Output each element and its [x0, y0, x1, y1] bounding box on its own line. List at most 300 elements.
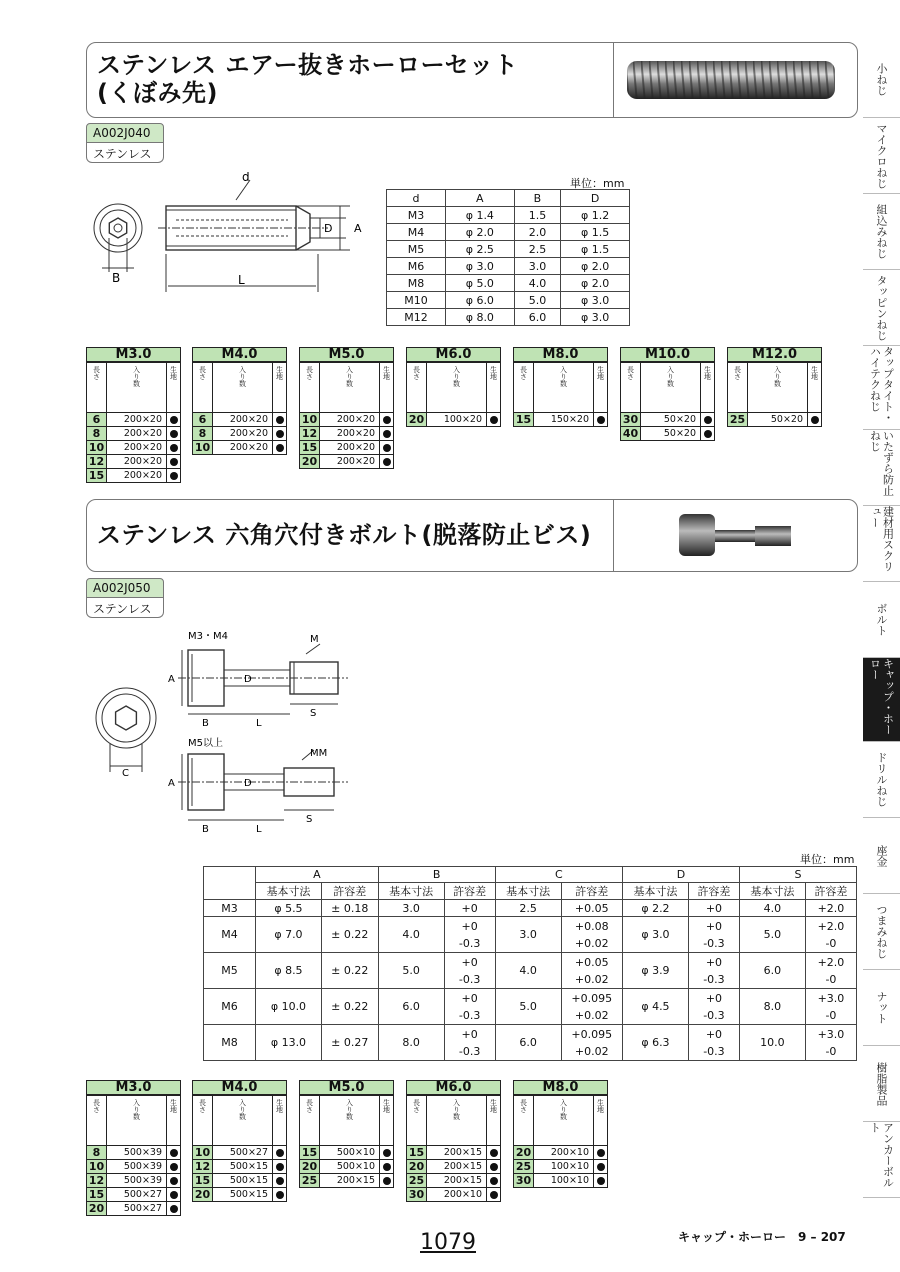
stock-material-dot — [594, 413, 607, 426]
dim2-cell-lower: -0.3 — [458, 936, 481, 950]
stock-size-header: M10.0 — [620, 347, 715, 363]
sidebar-tab-label: ドリルねじ — [875, 752, 888, 807]
dim-cell: 6.0 — [514, 309, 561, 326]
sidebar-tab[interactable] — [863, 1122, 900, 1198]
stock-row — [620, 427, 715, 441]
dim-cell: φ 8.0 — [445, 309, 514, 326]
dim2-row — [204, 917, 857, 953]
dim2-cell-lower: -0.3 — [703, 1044, 725, 1058]
dim2-cell-value: 4.0 — [763, 901, 782, 915]
dim2-cell — [378, 989, 444, 1025]
dim2-cell-value: 8.0 — [402, 1036, 420, 1049]
dim2-row — [204, 900, 857, 917]
dim-cell: M5 — [387, 241, 446, 258]
stock-column-headers — [299, 363, 394, 413]
stock-length: 10 — [193, 441, 213, 454]
sidebar-tab-label: 座金 — [875, 844, 888, 867]
stock-quantity: 500×15 — [213, 1174, 273, 1187]
stock-material-dot — [701, 413, 714, 426]
dim2-cell — [688, 917, 739, 953]
stock-col-len: 長さ — [193, 363, 213, 412]
stock-col-qty: 入り数 — [641, 363, 701, 412]
sidebar-tab[interactable] — [863, 118, 900, 194]
stock-table — [299, 1080, 394, 1188]
stock-size-header: M3.0 — [86, 1080, 181, 1096]
material-dot-icon — [170, 1177, 178, 1185]
sidebar-tab[interactable] — [863, 1046, 900, 1122]
stock-material-dot — [701, 427, 714, 440]
stock-column-headers — [192, 1096, 287, 1146]
dim2-cell — [561, 1025, 622, 1061]
stock-material-dot — [167, 1160, 180, 1173]
dim2-cell — [623, 989, 689, 1025]
material-dot-icon — [704, 416, 712, 424]
material-dot-icon — [490, 1177, 498, 1185]
dim2-sub-header: 許容差 — [321, 883, 378, 900]
stock-quantity: 200×20 — [320, 441, 380, 454]
dim2-sub-header: 基本寸法 — [256, 883, 322, 900]
stock-length: 40 — [621, 427, 641, 440]
label-d: d — [242, 172, 250, 184]
dim2-cell-lower: +0.02 — [574, 972, 609, 986]
stock-col-len: 長さ — [193, 1096, 213, 1145]
dim2-size: M5 — [204, 953, 256, 989]
section2-title-box — [86, 499, 858, 572]
material-dot-icon — [276, 1163, 284, 1171]
dim2-cell — [688, 953, 739, 989]
dim2-sub-header: 許容差 — [561, 883, 622, 900]
sidebar-tab[interactable] — [863, 346, 900, 430]
stock-material-dot — [380, 1146, 393, 1159]
dim2-cell-value: 3.0 — [519, 928, 537, 941]
dim2-sub-header: 許容差 — [444, 883, 495, 900]
stock-row — [727, 413, 822, 427]
dim2-cell-value: +0 — [461, 1027, 478, 1041]
stock-row — [620, 413, 715, 427]
dim2-cell — [378, 900, 444, 917]
sidebar-tab-label: つまみねじ — [875, 904, 888, 959]
material-dot-icon — [383, 1163, 391, 1171]
dim2-cell-lower: +0.02 — [574, 936, 609, 950]
dim2-cell — [321, 953, 378, 989]
dim2-cell-value: φ 7.0 — [274, 928, 303, 941]
sidebar-tab-label: タッピンねじ — [875, 274, 888, 341]
stock-col-qty: 入り数 — [320, 1096, 380, 1145]
dim2-size: M8 — [204, 1025, 256, 1061]
stock-col-len: 長さ — [300, 1096, 320, 1145]
stock-column-headers — [86, 1096, 181, 1146]
dim2-cell-lower: -0.3 — [703, 1008, 725, 1022]
stock-row — [513, 1146, 608, 1160]
dim2-group-header: B — [378, 867, 495, 883]
stock-table — [620, 347, 715, 441]
material-dot-icon — [704, 430, 712, 438]
material-dot-icon — [383, 416, 391, 424]
dim2-cell-value: +0 — [705, 955, 723, 969]
sidebar-tab[interactable] — [863, 582, 900, 658]
sidebar-tab-label: 樹脂製品 — [875, 1061, 888, 1106]
stock-quantity: 200×20 — [320, 455, 380, 468]
stock-material-dot — [167, 1202, 180, 1215]
dim-cell: 4.0 — [514, 275, 561, 292]
stock-column-headers — [406, 1096, 501, 1146]
stock-table — [406, 1080, 501, 1202]
dim2-sub-header: 基本寸法 — [378, 883, 444, 900]
label-l1: L — [256, 718, 262, 729]
dim2-cell-value: ± 0.22 — [331, 964, 369, 977]
stock-table — [727, 347, 822, 427]
stock-length: 20 — [300, 1160, 320, 1173]
sidebar-tab-label: いたずら防止ねじ — [868, 430, 895, 496]
dim2-cell — [256, 989, 322, 1025]
section2-code: A002J050 — [86, 578, 164, 598]
captive-bolt-dimension-table — [203, 866, 857, 1061]
stock-quantity: 200×20 — [213, 413, 273, 426]
stock-col-mat: 生地 — [489, 1099, 498, 1113]
dim2-cell-lower: -0.3 — [458, 1008, 481, 1022]
stock-length: 8 — [87, 427, 107, 440]
dim2-cell — [256, 900, 322, 917]
section1-title-line2: (くぼみ先) — [97, 79, 218, 107]
section1-title-box — [86, 42, 858, 118]
dim2-cell-value: +0 — [705, 1027, 723, 1041]
stock-col-len: 長さ — [514, 1096, 534, 1145]
label-a2: A — [168, 778, 175, 789]
stock-row — [513, 1174, 608, 1188]
dim2-cell-value: φ 6.3 — [641, 1036, 670, 1049]
stock-table — [192, 347, 287, 455]
dim2-cell-value: 6.0 — [402, 1000, 420, 1013]
stock-row — [192, 427, 287, 441]
stock-material-dot — [487, 413, 500, 426]
dim2-cell-value: +0 — [461, 955, 478, 969]
stock-row — [513, 1160, 608, 1174]
page-number: 1079 — [420, 1230, 476, 1255]
stock-col-mat: 生地 — [596, 1099, 605, 1113]
stock-quantity: 50×20 — [641, 427, 701, 440]
dim2-cell — [561, 989, 622, 1025]
dim2-cell — [561, 917, 622, 953]
dim2-cell — [561, 953, 622, 989]
dim2-cell-value: φ 5.5 — [274, 901, 303, 915]
dim-cell: M12 — [387, 309, 446, 326]
stock-material-dot — [380, 413, 393, 426]
stock-col-mat: 生地 — [275, 1099, 284, 1113]
stock-table — [513, 1080, 608, 1188]
material-dot-icon — [811, 416, 819, 424]
stock-quantity: 50×20 — [641, 413, 701, 426]
dim2-cell-value: +0 — [705, 919, 723, 933]
dim2-cell — [321, 1025, 378, 1061]
stock-length: 6 — [87, 413, 107, 426]
stock-quantity: 500×15 — [213, 1160, 273, 1173]
sidebar-tab-label: キャップ・ホーロー — [868, 658, 895, 735]
stock-quantity: 200×10 — [534, 1146, 594, 1159]
dim2-cell — [688, 900, 739, 917]
dim2-cell — [623, 953, 689, 989]
stock-quantity: 150×20 — [534, 413, 594, 426]
dim2-cell-lower: +0.02 — [574, 1008, 609, 1022]
stock-col-mat: 生地 — [382, 366, 391, 380]
stock-material-dot — [380, 1174, 393, 1187]
dim2-cell — [739, 953, 805, 989]
stock-material-dot — [167, 427, 180, 440]
stock-col-len: 長さ — [621, 363, 641, 412]
dim2-cell — [495, 900, 561, 917]
stock-col-len: 長さ — [407, 363, 427, 412]
dim-cell: φ 5.0 — [445, 275, 514, 292]
dim2-cell-lower: -0.3 — [703, 936, 725, 950]
dim2-cell — [623, 1025, 689, 1061]
dim-header-cell: d — [387, 190, 446, 207]
dim2-cell — [321, 900, 378, 917]
stock-material-dot — [594, 1160, 607, 1173]
stock-quantity: 500×15 — [213, 1188, 273, 1201]
dim2-cell-value: 8.0 — [763, 1000, 782, 1013]
stock-row — [406, 1188, 501, 1202]
dim2-cell-value: 10.0 — [760, 1036, 785, 1049]
dim2-size: M3 — [204, 900, 256, 917]
dim-header-cell: B — [514, 190, 561, 207]
stock-table — [299, 347, 394, 469]
stock-length: 25 — [407, 1174, 427, 1187]
dim2-cell-value: +0.095 — [571, 1027, 613, 1041]
sidebar-tab[interactable] — [863, 742, 900, 818]
stock-length: 30 — [621, 413, 641, 426]
dim2-cell — [444, 917, 495, 953]
dim2-cell-value: 4.0 — [519, 964, 537, 977]
sidebar-tab[interactable] — [863, 430, 900, 506]
stock-col-qty: 入り数 — [107, 363, 167, 412]
dim-cell: M6 — [387, 258, 446, 275]
stock-length: 20 — [407, 1160, 427, 1173]
sidebar-tab[interactable] — [863, 970, 900, 1046]
material-dot-icon — [276, 1191, 284, 1199]
stock-col-qty: 入り数 — [427, 363, 487, 412]
stock-quantity: 500×27 — [107, 1202, 167, 1215]
material-dot-icon — [383, 444, 391, 452]
label-c: C — [122, 768, 129, 779]
dim2-cell — [495, 989, 561, 1025]
stock-row — [299, 427, 394, 441]
material-dot-icon — [170, 1205, 178, 1213]
stock-col-len: 長さ — [728, 363, 748, 412]
material-dot-icon — [170, 472, 178, 480]
stock-quantity: 500×27 — [213, 1146, 273, 1159]
label-s2: S — [306, 814, 313, 825]
stock-col-mat: 生地 — [703, 366, 712, 380]
dim-header-cell: D — [561, 190, 630, 207]
dim2-cell-value: +0.05 — [574, 901, 609, 915]
stock-quantity: 200×15 — [427, 1174, 487, 1187]
material-dot-icon — [276, 444, 284, 452]
dim2-cell-value: ± 0.27 — [331, 1036, 369, 1049]
sidebar-tab[interactable] — [863, 42, 900, 118]
sidebar-tab[interactable] — [863, 894, 900, 970]
material-dot-icon — [597, 1149, 605, 1157]
stock-row — [299, 413, 394, 427]
dim2-cell-lower: -0.3 — [458, 972, 481, 986]
dim-cell: M10 — [387, 292, 446, 309]
stock-size-header: M6.0 — [406, 1080, 501, 1096]
sidebar-tab[interactable] — [863, 506, 900, 582]
dim-cell: φ 2.0 — [561, 275, 630, 292]
stock-size-header: M8.0 — [513, 1080, 608, 1096]
sidebar-tab[interactable] — [863, 658, 900, 742]
stock-col-mat: 生地 — [169, 366, 178, 380]
dim2-cell — [623, 917, 689, 953]
material-dot-icon — [490, 1163, 498, 1171]
stock-table — [192, 1080, 287, 1202]
label-l: L — [238, 273, 245, 287]
dim-cell: φ 2.0 — [445, 224, 514, 241]
stock-table — [86, 347, 181, 483]
stock-col-mat: 生地 — [596, 366, 605, 380]
stock-col-qty: 入り数 — [427, 1096, 487, 1145]
label-d1: D — [244, 674, 252, 685]
sidebar-tab-label: 小ねじ — [875, 63, 888, 96]
sidebar-tab[interactable] — [863, 194, 900, 270]
stock-row — [299, 441, 394, 455]
dim-row — [387, 207, 630, 224]
dim2-cell-value: +0 — [705, 901, 723, 915]
stock-length: 12 — [300, 427, 320, 440]
dim-cell: 2.5 — [514, 241, 561, 258]
dim-row — [387, 224, 630, 241]
dim2-cell-value: +0.05 — [574, 955, 609, 969]
dim-cell: 1.5 — [514, 207, 561, 224]
stock-size-header: M4.0 — [192, 347, 287, 363]
dim2-cell — [688, 1025, 739, 1061]
stock-quantity: 200×20 — [107, 413, 167, 426]
stock-row — [192, 441, 287, 455]
stock-material-dot — [273, 441, 286, 454]
stock-quantity: 100×10 — [534, 1174, 594, 1187]
stock-row — [86, 1188, 181, 1202]
stock-row — [86, 1174, 181, 1188]
category-sidebar — [863, 42, 900, 1198]
stock-table — [86, 1080, 181, 1216]
dim2-cell-value: φ 4.5 — [641, 1000, 670, 1013]
hollow-set-screw-photo — [625, 57, 841, 103]
section2-unit: 単位：mm — [800, 853, 855, 866]
sidebar-tab-label: ナット — [875, 991, 888, 1024]
dim2-cell-value: +2.0 — [817, 955, 845, 969]
stock-col-len: 長さ — [300, 363, 320, 412]
dim-cell: φ 1.5 — [561, 241, 630, 258]
material-dot-icon — [383, 458, 391, 466]
stock-length: 15 — [407, 1146, 427, 1159]
stock-column-headers — [513, 363, 608, 413]
dim-row — [387, 309, 630, 326]
stock-material-dot — [273, 1160, 286, 1173]
stock-length: 20 — [514, 1146, 534, 1159]
stock-material-dot — [167, 1188, 180, 1201]
dim2-cell — [805, 917, 856, 953]
sidebar-tab[interactable] — [863, 270, 900, 346]
dim2-cell-value: 2.5 — [519, 901, 537, 915]
stock-material-dot — [380, 427, 393, 440]
stock-material-dot — [380, 455, 393, 468]
dim2-cell-value: ± 0.22 — [331, 928, 369, 941]
dim2-cell-value: 6.0 — [763, 964, 782, 977]
stock-quantity: 500×39 — [107, 1160, 167, 1173]
dim2-cell — [495, 917, 561, 953]
stock-size-header: M6.0 — [406, 347, 501, 363]
stock-quantity: 100×10 — [534, 1160, 594, 1173]
stock-quantity: 500×10 — [320, 1146, 380, 1159]
stock-length: 10 — [193, 1146, 213, 1159]
stock-row — [192, 1160, 287, 1174]
footer-category: キャップ・ホーロー 9 – 207 — [678, 1230, 846, 1244]
stock-column-headers — [192, 363, 287, 413]
stock-col-mat: 生地 — [489, 366, 498, 380]
dim2-sub-header: 基本寸法 — [495, 883, 561, 900]
dim2-cell-lower: -0 — [825, 1008, 837, 1022]
stock-length: 20 — [87, 1202, 107, 1215]
stock-col-qty: 入り数 — [213, 363, 273, 412]
stock-length: 15 — [193, 1174, 213, 1187]
dim2-sub-header: 許容差 — [805, 883, 856, 900]
dim2-cell — [256, 1025, 322, 1061]
sidebar-tab-label: ボルト — [875, 603, 888, 636]
material-dot-icon — [597, 416, 605, 424]
stock-col-qty: 入り数 — [213, 1096, 273, 1145]
section1-unit: 単位：mm — [570, 177, 625, 190]
dim-cell: φ 3.0 — [445, 258, 514, 275]
set-screw-dimension-table — [386, 189, 630, 326]
material-dot-icon — [170, 416, 178, 424]
stock-quantity: 500×39 — [107, 1174, 167, 1187]
dim2-cell-value: +0 — [461, 919, 478, 933]
stock-row — [299, 1160, 394, 1174]
dim2-size: M6 — [204, 989, 256, 1025]
dim2-group-header: A — [256, 867, 379, 883]
sidebar-tab[interactable] — [863, 818, 900, 894]
dim-header-cell: A — [445, 190, 514, 207]
stock-material-dot — [487, 1174, 500, 1187]
dim2-cell-value: 6.0 — [519, 1036, 537, 1049]
dim2-cell — [444, 1025, 495, 1061]
stock-column-headers — [86, 363, 181, 413]
captive-bolt-drawing — [88, 626, 358, 836]
stock-row — [513, 413, 608, 427]
stock-material-dot — [808, 413, 821, 426]
stock-row — [299, 1174, 394, 1188]
stock-column-headers — [620, 363, 715, 413]
dim2-cell — [495, 1025, 561, 1061]
stock-length: 10 — [300, 413, 320, 426]
dim2-cell-lower: +0.02 — [574, 1044, 609, 1058]
stock-quantity: 500×27 — [107, 1188, 167, 1201]
stock-row — [192, 413, 287, 427]
dim2-cell — [444, 953, 495, 989]
label-a1: A — [168, 674, 175, 685]
sidebar-tab-label: 組込みねじ — [875, 204, 888, 259]
dim2-cell — [739, 989, 805, 1025]
stock-table — [406, 347, 501, 427]
section1-code: A002J040 — [86, 123, 164, 143]
dim2-cell-value: 3.0 — [402, 901, 420, 915]
set-screw-drawing — [88, 172, 378, 297]
stock-length: 15 — [300, 441, 320, 454]
material-dot-icon — [383, 430, 391, 438]
stock-quantity: 200×20 — [213, 441, 273, 454]
label-d2: D — [244, 778, 252, 789]
label-mm: MM — [310, 748, 328, 759]
stock-row — [406, 1146, 501, 1160]
stock-table — [513, 347, 608, 427]
